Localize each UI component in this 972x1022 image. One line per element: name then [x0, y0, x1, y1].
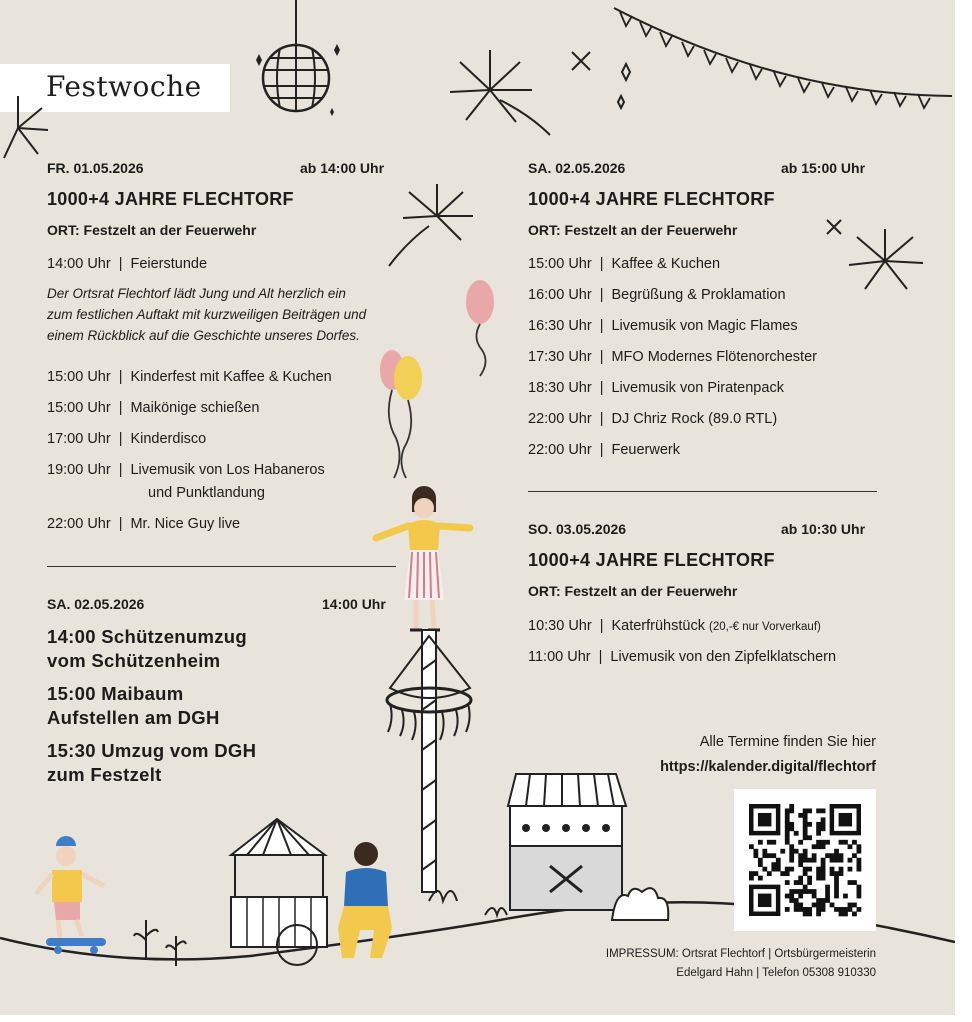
list-item: 16:30 Uhr | Livemusik von Magic Flames — [528, 318, 798, 334]
item-label: Livemusik von Magic Flames — [611, 318, 798, 334]
item-note: (20,-€ nur Vorverkauf) — [709, 621, 821, 633]
item-time: 18:30 Uhr — [528, 380, 592, 396]
right-location: ORT: Festzelt an der Feuerwehr — [528, 222, 738, 238]
item-time: 22:00 Uhr — [528, 442, 592, 458]
calendar-link[interactable]: https://kalender.digital/flechtorf — [660, 759, 876, 775]
item-time: 14:00 Uhr — [47, 256, 111, 272]
sparkle-icon — [570, 50, 640, 120]
list-item: 15:00 Uhr | Kinderfest mit Kaffee & Kuchen — [47, 369, 332, 385]
divider — [47, 566, 396, 567]
list-item: 17:30 Uhr | MFO Modernes Flötenorchester — [528, 349, 817, 365]
item-label: Feuerwerk — [611, 442, 680, 458]
list-item: 14:00 Uhr | Feierstunde — [47, 256, 208, 272]
bush-icon — [608, 880, 673, 925]
item-label: Maikönige schießen — [130, 400, 260, 416]
item-time: 15:00 Uhr — [528, 256, 592, 272]
item-label: Mr. Nice Guy live — [130, 516, 241, 532]
food-cart-icon — [225, 815, 335, 970]
item-label: Livemusik von den Zipfelklatschern — [610, 649, 837, 665]
item-label: DJ Chriz Rock (89.0 RTL) — [611, 411, 778, 427]
boy-figure — [330, 838, 405, 968]
page-title: Festwoche — [46, 70, 202, 103]
description-line: zum festlichen Auftakt mit kurzweiligen Beiträgen und — [47, 307, 367, 322]
right-date: SA. 02.05.2026 — [528, 160, 626, 176]
firework-icon — [0, 88, 60, 168]
item-label: Begrüßung & Proklamation — [611, 287, 786, 303]
firework-icon — [440, 40, 560, 140]
item-label: Kaffee & Kuchen — [611, 256, 721, 272]
right-heading: 1000+4 JAHRE FLECHTORF — [528, 189, 775, 209]
list-item: 15:00 Uhr | Kaffee & Kuchen — [528, 256, 721, 272]
parade-line: 14:00 Schützenumzug — [47, 626, 247, 647]
plant-icon — [425, 875, 525, 925]
item-time: 17:30 Uhr — [528, 349, 592, 365]
right2-location: ORT: Festzelt an der Feuerwehr — [528, 583, 738, 599]
left2-time: 14:00 Uhr — [322, 596, 386, 612]
list-item: 22:00 Uhr | Feuerwerk — [528, 442, 680, 458]
sparkle-icon — [825, 218, 845, 238]
bunting-icon — [612, 0, 955, 115]
impressum-line2: Edelgard Hahn | Telefon 05308 910330 — [676, 967, 876, 979]
item-label-continued: und Punktlandung — [148, 485, 265, 501]
qr-code-image — [749, 804, 861, 916]
disco-ball-icon — [250, 0, 350, 120]
qr-code[interactable] — [734, 789, 876, 931]
list-item: 19:00 Uhr | Livemusik von Los Habaneros — [47, 462, 325, 478]
balloon-icon — [462, 278, 502, 378]
list-item: 22:00 Uhr | DJ Chriz Rock (89.0 RTL) — [528, 411, 778, 427]
girl-figure — [372, 488, 472, 638]
parade-line: vom Schützenheim — [47, 650, 221, 671]
item-label: Livemusik von Los Habaneros — [130, 462, 325, 478]
right2-time: ab 10:30 Uhr — [781, 521, 866, 537]
skater-figure — [30, 840, 115, 960]
item-label: MFO Modernes Flötenorchester — [611, 349, 817, 365]
right2-heading: 1000+4 JAHRE FLECHTORF — [528, 550, 775, 570]
item-time: 15:00 Uhr — [47, 400, 111, 416]
list-item: 18:30 Uhr | Livemusik von Piratenpack — [528, 380, 784, 396]
item-time: 16:00 Uhr — [528, 287, 592, 303]
balloon-icon — [376, 348, 436, 483]
item-time: 19:00 Uhr — [47, 462, 111, 478]
list-item: 22:00 Uhr | Mr. Nice Guy live — [47, 516, 241, 532]
item-time: 10:30 Uhr — [528, 618, 592, 634]
item-label: Kinderdisco — [130, 431, 207, 447]
item-time: 17:00 Uhr — [47, 431, 111, 447]
right-time: ab 15:00 Uhr — [781, 160, 866, 176]
item-time: 22:00 Uhr — [528, 411, 592, 427]
impressum-line1: IMPRESSUM: Ortsrat Flechtorf | Ortsbürgermeisterin — [605, 948, 876, 960]
left-description — [47, 283, 366, 346]
item-time: 22:00 Uhr — [47, 516, 111, 532]
left-location: ORT: Festzelt an der Feuerwehr — [47, 222, 257, 238]
item-time: 16:30 Uhr — [528, 318, 592, 334]
item-label: Katerfrühstück — [611, 618, 705, 634]
plant-icon — [132, 910, 202, 970]
parade-line: 15:30 Umzug vom DGH — [47, 740, 257, 761]
left2-date: SA. 02.05.2026 — [47, 596, 145, 612]
parade-line: zum Festzelt — [47, 764, 162, 785]
links-intro: Alle Termine finden Sie hier — [699, 734, 876, 750]
item-label: Kinderfest mit Kaffee & Kuchen — [130, 369, 332, 385]
list-item: 16:00 Uhr | Begrüßung & Proklamation — [528, 287, 786, 303]
left-time: ab 14:00 Uhr — [300, 160, 385, 176]
parade-line: 15:00 Maibaum — [47, 683, 184, 704]
divider — [528, 491, 877, 492]
list-item: 11:00 Uhr | Livemusik von den Zipfelklatschern — [528, 649, 837, 665]
parade-line: Aufstellen am DGH — [47, 707, 220, 728]
item-time: 15:00 Uhr — [47, 369, 111, 385]
right2-date: SO. 03.05.2026 — [528, 521, 627, 537]
firework-icon — [845, 225, 930, 295]
list-item: 17:00 Uhr | Kinderdisco — [47, 431, 207, 447]
left-heading: 1000+4 JAHRE FLECHTORF — [47, 189, 294, 209]
list-item: 15:00 Uhr | Maikönige schießen — [47, 400, 260, 416]
description-line: einem Rückblick auf die Geschichte unseres Dorfes. — [47, 328, 360, 343]
item-label: Feierstunde — [130, 256, 208, 272]
left-date: FR. 01.05.2026 — [47, 160, 144, 176]
list-item: 10:30 Uhr | Katerfrühstück (20,-€ nur Vorverkauf) — [528, 618, 821, 634]
firework-icon — [385, 180, 485, 270]
item-label: Livemusik von Piratenpack — [611, 380, 784, 396]
parade-schedule — [47, 625, 256, 787]
description-line: Der Ortsrat Flechtorf lädt Jung und Alt herzlich ein — [47, 286, 346, 301]
item-time: 11:00 Uhr — [528, 649, 591, 665]
